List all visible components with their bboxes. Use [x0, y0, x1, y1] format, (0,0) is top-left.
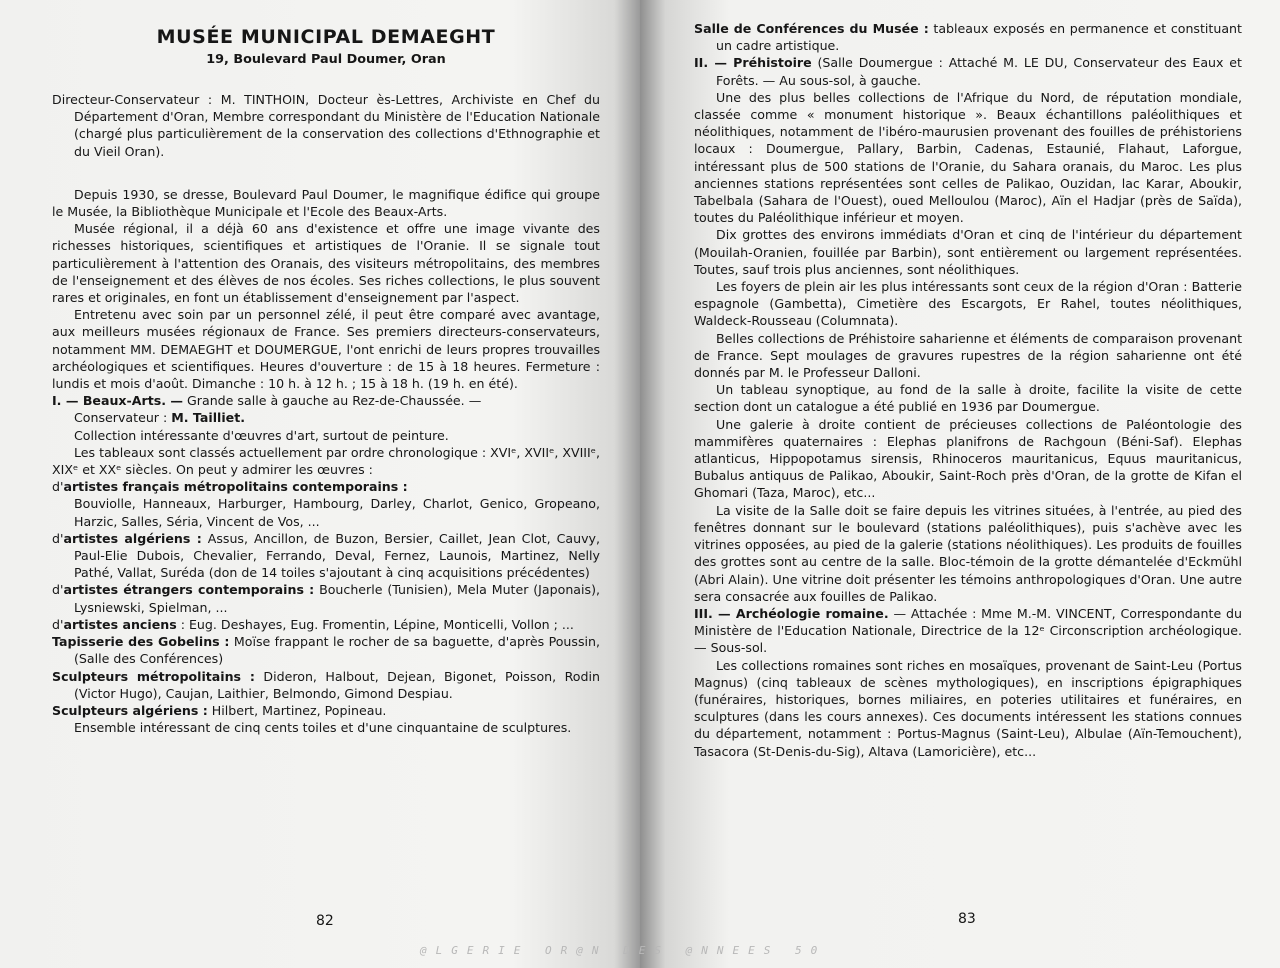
group-heading: artistes français métropolitains contemporains : [63, 479, 408, 495]
salle-text: tableaux exposés en permanence et constituant un cadre artistique. [716, 21, 1242, 54]
artists-group-algerian [52, 530, 600, 582]
paragraph: Les collections romaines sont riches en mosaïques, provenant de Saint-Leu (Portus Magnus) (cinq tableaux de scènes mythologiques), en inscriptions épigraphiques (funéraires, historiques, bornes miliaires, en poteries utilitaires et funéraires, en sculptures (dans les cours annexes). Ces documents intéressent les stations connues du département, notamment : Portus-Magnus (Saint-Leu), Albulae (Aïn-Temouchent), Tasacora (St-Denis-du-Sig), Altava (Lamoricière), etc... [694, 657, 1242, 759]
prefix: d' [52, 582, 64, 598]
prefix: d' [52, 479, 64, 495]
director-paragraph: Directeur-Conservateur : M. TINTHOIN, Docteur ès-Lettres, Archiviste en Chef du Département d'Oran, Membre correspondant du Ministère de l'Education Nationale (chargé plus particulièrement de la conservation des collections d'Ethnographie et du Vieil Oran). [52, 92, 600, 159]
paragraph: Entretenu avec soin par un personnel zélé, il peut être comparé avec avantage, aux meilleurs musées régionaux de France. Ses premiers directeurs-conservateurs, notamment MM. DEMAEGHT et DOUMERGUE, l'ont enrichi de leurs propres trouvailles archéologiques et scientifiques. Heures d'ouverture : de 15 à 18 heures. Fermeture : lundis et mois d'août. Dimanche : 10 h. à 12 h. ; 15 à 18 h. (19 h. en été). [52, 307, 600, 392]
paragraph: Musée régional, il a déjà 60 ans d'existence et offre une image vivante des richesses historiques, scientifiques et artistiques de l'Oranie. Il se signale tout particulièrement à l'attention des Oranais, des visiteurs métropolitains, des membres de l'enseignement et des élèves de nos écoles. Ses riches collections, le plus souvent rares et originales, en font un établissement d'enseignement par l'aspect. [52, 221, 600, 306]
sculptors-metropolitan [52, 668, 600, 702]
museum-address: 19, Boulevard Paul Doumer, Oran [206, 52, 446, 67]
paragraph: Un tableau synoptique, au fond de la salle à droite, facilite la visite de cette section dont un catalogue a été publié en 1936 par Doumergue. [694, 382, 1242, 415]
conservateur-line [52, 409, 600, 426]
paragraph: Une galerie à droite contient de précieuses collections de Paléontologie des mammifères quaternaires : Elephas planifrons de Rachgoun (Béni-Saf). Elephas atlanticus, Hippopotamus sirensis, Rhinoceros mauritanicus, Equus mauritanicus, Bubalus antiquus de Palikao, Aboukir, Saint-Roch près d'Oran, de la grotte de Kifan el Ghomari (Taza, Maroc), etc... [694, 416, 1242, 501]
paragraph: Belles collections de Préhistoire saharienne et éléments de comparaison provenant de France. Sept moulages de gravures rupestres de la région saharienne ont été donnés par M. le Professeur Dalloni. [694, 330, 1243, 381]
salle-heading: Salle de Conférences du Musée : [694, 21, 929, 36]
label: Conservateur : [74, 410, 172, 426]
sculptors-list: Dideron, Halbout, Dejean, Bigonet, Poisson, Rodin (Victor Hugo), Caujan, Laithier, Belmondo, Gimond Despiau. [74, 668, 600, 701]
collection-line: Collection intéressante d'œuvres d'art, surtout de peinture. [74, 427, 449, 443]
page-number: 82 [316, 913, 334, 929]
sculptors-algerian [52, 702, 600, 719]
group-heading: artistes algériens : [63, 530, 202, 546]
paragraph: La visite de la Salle doit se faire depuis les vitrines situées, à l'entrée, au pied des fenêtres donnant sur le boulevard (stations paléolithiques), puis s'achève avec les vitrines opposées, au pied de la galerie (stations néolithiques). Les produits de fouilles des grottes sont au centre de la salle. Bloc-témoin de la grotte démantelée d'Eckmühl (Abri Alain). Une vitrine doit présenter les témoins anthropologiques d'Oran. Une autre sera consacrée aux fouilles de Palikao. [694, 502, 1242, 604]
section-text: — Attachée : Mme M.-M. VINCENT, Correspondante du Ministère de l'Education Nationale, Directrice de la 12ᵉ Circonscription archéologique. — Sous-sol. [694, 605, 1243, 656]
artists-list: Bouviolle, Hanneaux, Harburger, Hambourg, Darley, Charlot, Genico, Gropeano, Harzic, Salles, Séria, Vincent de Vos, ... [74, 496, 600, 529]
paragraph: Les foyers de plein air les plus intéressants sont ceux de la région d'Oran : Batterie espagnole (Gambetta), Cimetière des Escargots, Er Rahel, toutes néolithiques, Waldeck-Rousseau (Columnata). [694, 279, 1242, 329]
artists-group-french [52, 478, 600, 495]
sculptors-heading: Sculpteurs métropolitains : [52, 668, 255, 684]
conservateur-name: M. Tailliet. [171, 410, 246, 426]
section-text: (Salle Doumergue : Attaché M. LE DU, Conservateur des Eaux et Forêts. — Au sous-sol, à gauche. [716, 55, 1242, 88]
section-heading: II. — Préhistoire [694, 55, 812, 71]
prefix: d' [52, 616, 64, 632]
artists-list: Assus, Ancillon, de Buzon, Bersier, Caillet, Jean Clot, Cauvy, Paul-Elie Dubois, Chevalier, Ferrando, Deval, Fernez, Launois, Martinez, Nelly Pathé, Vallat, Suréda (don de 14 toiles s'ajoutant à cinq acquisitions précédentes) [74, 530, 600, 581]
artists-group-ancient [52, 616, 600, 633]
paragraph: Ensemble intéressant de cinq cents toiles et d'une cinquantaine de sculptures. [74, 720, 572, 736]
group-heading: artistes anciens [63, 616, 177, 632]
section-beaux-arts [52, 392, 600, 409]
page-title: MUSÉE MUNICIPAL DEMAEGHT [156, 26, 496, 48]
section-prehistoire [694, 54, 1242, 88]
salle-conferences-line [694, 20, 1242, 54]
sculptors-heading: Sculpteurs algériens : [52, 702, 208, 718]
artists-group-foreign [52, 581, 600, 615]
paragraph: Depuis 1930, se dresse, Boulevard Paul Doumer, le magnifique édifice qui groupe le Musée, la Bibliothèque Municipale et l'Ecole des Beaux-Arts. [52, 186, 600, 220]
sculptors-list: Hilbert, Martinez, Popineau. [207, 702, 387, 718]
watermark: @LGERIE OR@N DES @NNEES 50 [420, 944, 827, 957]
right-page [640, 0, 1280, 968]
artists-list: : Eug. Deshayes, Eug. Fromentin, Lépine, Monticelli, Vollon ; ... [176, 616, 574, 632]
page-number: 83 [958, 911, 976, 927]
paragraph: Dix grottes des environs immédiats d'Oran et cinq de l'intérieur du département (Mouilah-Oranien, fouillée par Barbin), sont entièrement ou largement représentées. Toutes, sauf trois plus anciennes, sont néolithiques. [694, 227, 1242, 277]
section-text: Grande salle à gauche au Rez-de-Chaussée. — [183, 393, 482, 409]
tapestry-heading: Tapisserie des Gobelins : [52, 634, 230, 650]
section-archeologie [694, 605, 1242, 657]
prefix: d' [52, 530, 64, 546]
artists-list: Boucherle (Tunisien), Mela Muter (Japonais), Lysniewski, Spielman, ... [74, 582, 600, 615]
group-heading: artistes étrangers contemporains : [63, 582, 315, 598]
tapestry-line [52, 633, 600, 667]
section-heading: I. — Beaux-Arts. — [52, 393, 184, 409]
section-heading: III. — Archéologie romaine. [694, 605, 889, 621]
paragraph: Une des plus belles collections de l'Afrique du Nord, de réputation mondiale, classée comme « monument historique ». Beaux échantillons paléolithiques et néolithiques, notamment de l'ibéro-maurusien provenant des fouilles de préhistoriens locaux : Doumergue, Pallary, Barbin, Cadenas, Estaunié, Flahaut, Laforgue, intéressant plus de 500 stations de l'Oranie, du Sahara oranais, du Maroc. Les plus anciennes stations représentées sont celles de Palikao, Ouzidan, lac Karar, Aboukir, Tabelbala (Sahara de l'Ouest), oued Melloulou (Maroc), Aïn el Hadjar (près de Saïda), toutes du Paléolithique inférieur et moyen. [694, 89, 1242, 226]
tapestry-text: Moïse frappant le rocher de sa baguette, d'après Poussin, (Salle des Conférences) [74, 634, 601, 667]
order-paragraph: Les tableaux sont classés actuellement par ordre chronologique : XVIᵉ, XVIIᵉ, XVIIIᵉ, XIXᵉ et XXᵉ siècles. On peut y admirer les œuvres : [52, 444, 600, 478]
spacer [52, 160, 600, 186]
